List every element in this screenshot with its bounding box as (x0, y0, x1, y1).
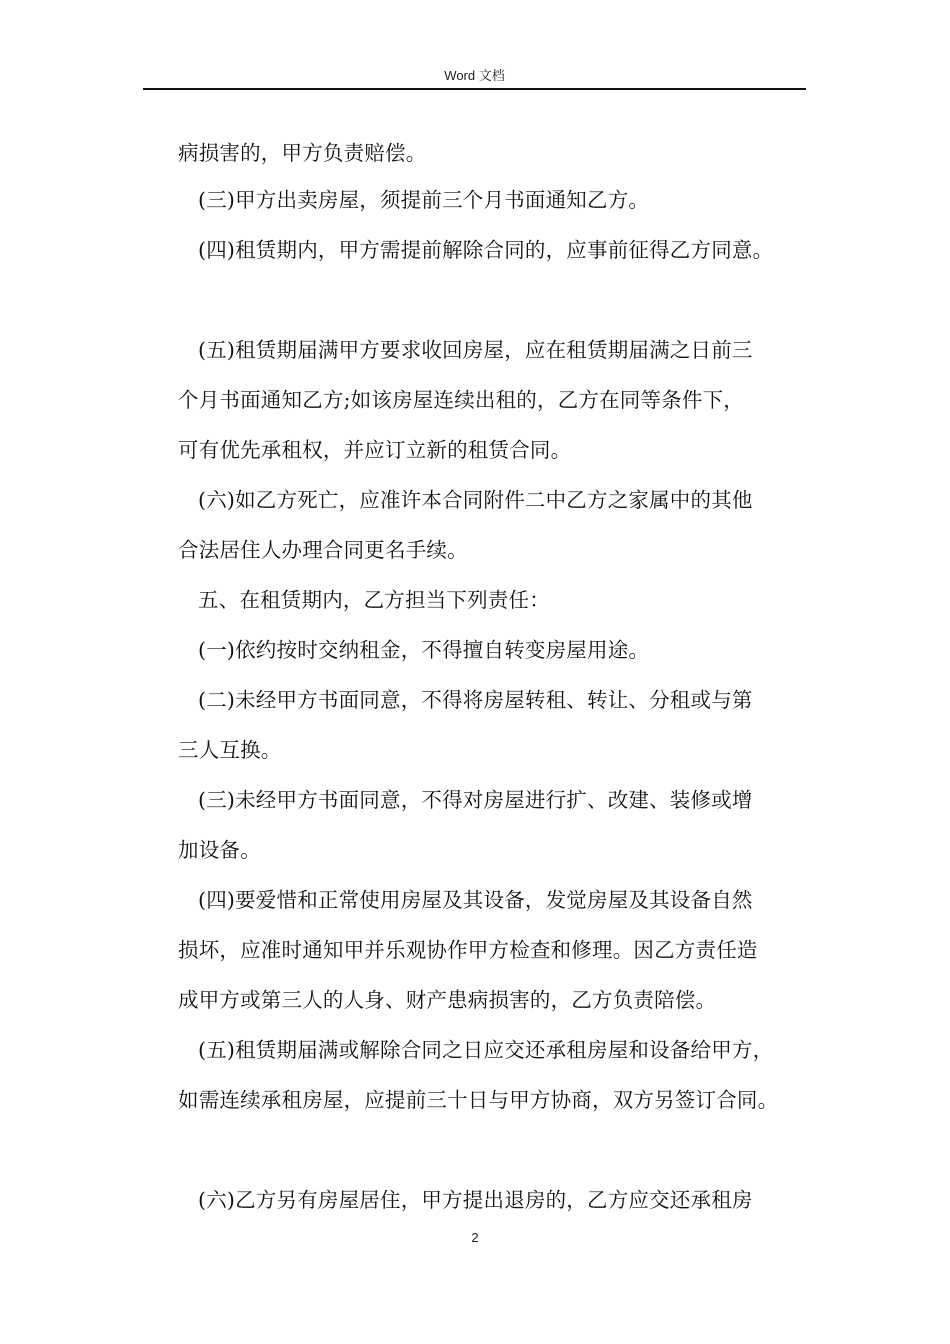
page-header (143, 66, 806, 90)
text-line: (五)租赁期届满甲方要求收回房屋，应在租赁期届满之日前三 (198, 338, 753, 362)
text-line: (二)未经甲方书面同意，不得将房屋转租、转让、分租或与第 (198, 688, 753, 712)
text-line: 个月书面通知乙方;如该房屋连续出租的，乙方在同等条件下， (178, 388, 745, 412)
text-line: 三人互换。 (178, 738, 282, 762)
text-line: (一)依约按时交纳租金，不得擅自转变房屋用途。 (198, 638, 650, 662)
text-line: 合法居住人办理合同更名手续。 (178, 538, 468, 562)
text-line: 加设备。 (178, 838, 261, 862)
text-line: (五)租赁期届满或解除合同之日应交还承租房屋和设备给甲方， (198, 1038, 774, 1062)
header-title: Word 文档 (444, 68, 505, 83)
text-line: 如需连续承租房屋，应提前三十日与甲方协商，双方另签订合同。 (178, 1088, 779, 1112)
text-line: (六)如乙方死亡，应准许本合同附件二中乙方之家属中的其他 (198, 488, 753, 512)
text-line: (四)租赁期内，甲方需提前解除合同的，应事前征得乙方同意。 (198, 238, 774, 262)
text-line: 成甲方或第三人的人身、财产患病损害的，乙方负责陪偿。 (178, 988, 717, 1012)
text-line: (四)要爱惜和正常使用房屋及其设备，发觉房屋及其设备自然 (198, 888, 753, 912)
text-line: 病损害的，甲方负责赔偿。 (178, 141, 427, 165)
text-line: (三)甲方出卖房屋，须提前三个月书面通知乙方。 (198, 188, 650, 212)
text-line: 损坏，应准时通知甲并乐观协作甲方检查和修理。因乙方责任造 (178, 938, 758, 962)
text-line: (三)未经甲方书面同意，不得对房屋进行扩、改建、装修或增 (198, 788, 753, 812)
text-line: 五、在租赁期内，乙方担当下列责任： (198, 588, 550, 612)
text-line: (六)乙方另有房屋居住，甲方提出退房的，乙方应交还承租房 (198, 1188, 753, 1212)
text-line: 可有优先承租权，并应订立新的租赁合同。 (178, 438, 572, 462)
page-number: 2 (471, 1230, 479, 1245)
